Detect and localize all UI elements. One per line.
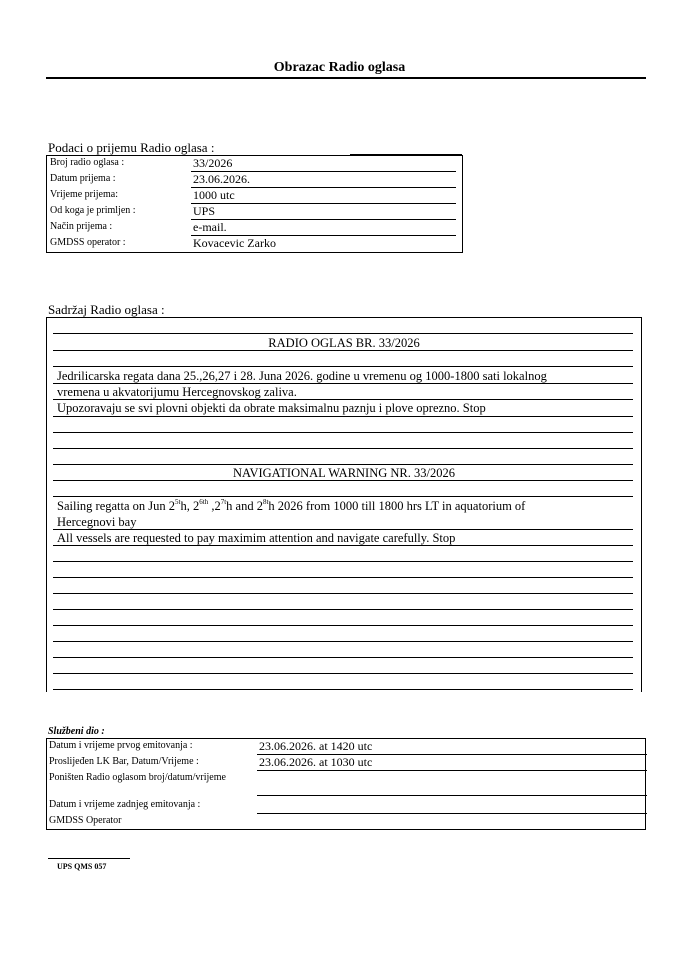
- official-label: GMDSS Operator: [49, 815, 122, 826]
- reception-label: GMDSS operator :: [50, 237, 126, 248]
- local-text-line: Upozoravaju se svi plovni objekti da obrate maksimalnu paznju i plove oprezno. Stop: [57, 401, 486, 415]
- reception-value: e-mail.: [191, 220, 456, 236]
- footer-code: UPS QMS 057: [57, 862, 107, 871]
- content-section-label: Sadržaj Radio oglasa :: [48, 302, 165, 317]
- ruled-line: [53, 464, 633, 465]
- ruled-line: [53, 625, 633, 626]
- ruled-line: [53, 593, 633, 594]
- ruled-line: [53, 657, 633, 658]
- reception-label: Datum prijema :: [50, 173, 116, 184]
- reception-label: Od koga je primljen :: [50, 205, 136, 216]
- ruled-line: [53, 561, 633, 562]
- ruled-line: [53, 529, 633, 530]
- reception-label: Način prijema :: [50, 221, 113, 232]
- ruled-line: [53, 577, 633, 578]
- reception-row-date: [47, 172, 464, 188]
- footer-rule: [48, 858, 130, 859]
- local-heading: RADIO OGLAS BR. 33/2026: [268, 336, 420, 350]
- official-box: [46, 738, 646, 830]
- local-text-line: vremena u akvatorijumu Hercegnovskog zaliva.: [57, 385, 297, 399]
- ruled-line: [53, 641, 633, 642]
- nav-heading: NAVIGATIONAL WARNING NR. 33/2026: [233, 466, 455, 480]
- reception-section-label: Podaci o prijemu Radio oglasa :: [48, 140, 215, 155]
- ruled-line: [53, 350, 633, 351]
- official-label: Poništen Radio oglasom broj/datum/vrijeme: [49, 772, 226, 783]
- ruled-line: [53, 432, 633, 433]
- ruled-line: [53, 366, 633, 367]
- ruled-line: [53, 673, 633, 674]
- official-section-label: Službeni dio :: [48, 726, 105, 737]
- ruled-line: [53, 333, 633, 334]
- reception-value: 33/2026: [191, 156, 456, 172]
- official-value: [257, 780, 647, 796]
- form-title: Obrazac Radio oglasa: [273, 60, 406, 75]
- reception-label: Broj radio oglasa :: [50, 157, 125, 168]
- reception-value: 23.06.2026.: [191, 172, 456, 188]
- reception-value: 1000 utc: [191, 188, 456, 204]
- official-value: 23.06.2026. at 1420 utc: [257, 739, 647, 755]
- ruled-line: [53, 448, 633, 449]
- ruled-line: [53, 496, 633, 497]
- nav-text-line: All vessels are requested to pay maximim attention and navigate carefully. Stop: [57, 531, 456, 545]
- official-value: 23.06.2026. at 1030 utc: [257, 755, 647, 771]
- official-label: Proslijeđen LK Bar, Datum/Vrijeme :: [49, 756, 199, 767]
- official-value: [257, 798, 647, 814]
- official-label: Datum i vrijeme zadnjeg emitovanja :: [49, 799, 201, 810]
- ruled-line: [53, 545, 633, 546]
- nav-text-line: Hercegnovi bay: [57, 515, 137, 529]
- official-value: [257, 814, 647, 829]
- content-box: [46, 317, 642, 692]
- reception-value: UPS: [191, 204, 456, 220]
- ruled-line: [53, 399, 633, 400]
- reception-row-time: [47, 188, 464, 204]
- ruled-line: [53, 609, 633, 610]
- reception-row-method: [47, 220, 464, 236]
- ruled-line: [53, 480, 633, 481]
- local-text-line: Jedrilicarska regata dana 25.,26,27 i 28. Juna 2026. godine u vremenu og 1000-1800 sati lokalnog: [57, 369, 547, 383]
- reception-value: Kovacevic Zarko: [193, 236, 276, 250]
- ruled-line: [53, 383, 633, 384]
- official-label: Datum i vrijeme prvog emitovanja :: [49, 740, 193, 751]
- reception-row-operator: [47, 236, 464, 252]
- nav-text-line: Sailing regatta on Jun $2^{5t}h$, $2^{6th}$ $,2^{7t}h$ and $2^{8t}h$ 2026 from 1000 till 1800 hrs LT in aquatorium of: [57, 498, 526, 513]
- reception-row-from: [47, 204, 464, 220]
- reception-box: [46, 155, 463, 253]
- reception-row-number: [47, 156, 464, 172]
- title-rule: [46, 77, 646, 79]
- ruled-line: [53, 689, 633, 690]
- ruled-line: [53, 416, 633, 417]
- reception-label: Vrijeme prijema:: [50, 189, 118, 200]
